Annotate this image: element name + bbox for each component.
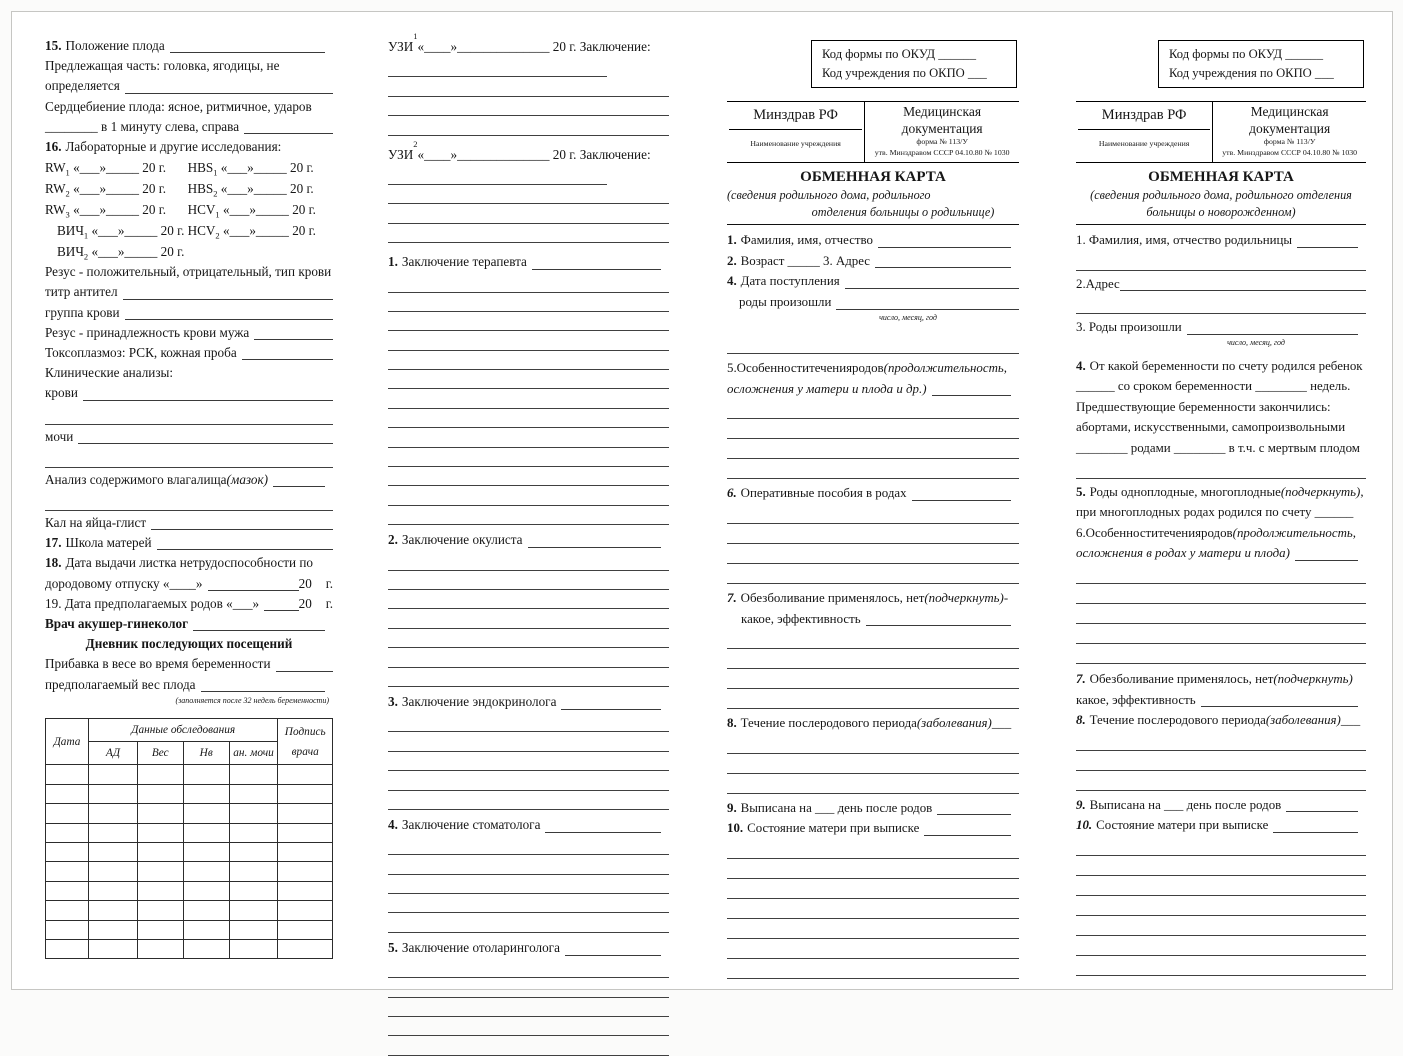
item-17: 17. Школа матерей (45, 533, 333, 553)
ruled-line (727, 334, 1019, 354)
lab-test-rw2: $RW_2$ «___»_____ 20 г. (45, 181, 166, 199)
blank-line (170, 36, 325, 53)
col-header-date: Дата (46, 719, 89, 765)
antibody-titer: титр антител (45, 282, 333, 302)
okud-okpo-box (811, 40, 1017, 88)
col-header-weight: Вес (137, 742, 183, 765)
item-3: 3. Роды произошли (1076, 317, 1366, 338)
item-1: 1. Фамилия, имя, отчество родильницы (1076, 230, 1366, 251)
blank-line (151, 513, 333, 530)
lab-test-vich2: $ВИЧ_2$ «___»_____ 20 г. (57, 244, 185, 262)
divider (1076, 224, 1366, 225)
blank-line (273, 470, 325, 487)
item-6-line1: 6.Особенноститеченияродов (продолжительность, (1076, 525, 1356, 540)
item-7-line1: 7. Обезболивание применялось, нет (подчеркнуть) - (727, 590, 1009, 605)
item-1: 1. Фамилия, имя, отчество (727, 230, 1019, 251)
item-5-line2: при многоплодных родах родился по счету ______ (1076, 505, 1354, 520)
heartbeat-line1: Сердцебиение плода: ясное, ритмичное, ударов (45, 98, 312, 114)
item-4-line5: ________ родами ________ в т.ч. с мертвым плодом (1076, 440, 1360, 455)
okpo-code-line: Код учреждения по ОКПО ___ (1169, 65, 1334, 80)
doctor-line: Врач акушер-гинеколог (45, 614, 333, 634)
date-format-note: число, месяц, год (879, 312, 937, 322)
heartbeat-line2: ________ в 1 минуту слева, справа (45, 117, 333, 137)
ruled-line (388, 204, 669, 223)
lab-test-rw3: $RW_3$ «___»_____ 20 г. (45, 202, 166, 220)
visits-table (45, 718, 333, 959)
item-8: 8. Течение послеродового периода (заболевания) ___ (1076, 713, 1361, 728)
item-15-number: 15. (45, 38, 62, 53)
item-4-line2: ______ со сроком беременности ________ недель. (1076, 379, 1351, 394)
ruled-line (1076, 459, 1366, 479)
uzi-1-line: УЗИ 1 «____»______________ 20 г. Заключение: (388, 31, 651, 54)
blank-line (242, 343, 333, 360)
presenting-part-line1: Предлежащая часть: головка, ягодицы, не (45, 58, 280, 74)
card-subtitle-line2: больницы о новорожденном) (1146, 204, 1296, 219)
blank-line (932, 379, 1012, 397)
approval-note: утв. Минздравом СССР 04.10.80 № 1030 (874, 147, 1010, 157)
blank-line (528, 529, 661, 548)
item-9: 9. Выписана на ___ день после родов (1076, 795, 1366, 816)
fetal-weight: предполагаемый вес плода (45, 675, 333, 695)
blank-line (276, 654, 334, 671)
form-number: форма № 113/У (1263, 137, 1316, 146)
divider (727, 224, 1019, 225)
blank-line (912, 483, 1011, 501)
husband-rhesus: Резус - принадлежность крови мужа (45, 323, 333, 343)
ruled-line (388, 224, 669, 243)
item-7-line2: какое, эффективность (727, 609, 1019, 630)
blank-line (193, 614, 325, 631)
table-row (46, 843, 333, 862)
rhesus-line: Резус - положительный, отрицательный, тип крови (45, 264, 332, 280)
stool-test: Кал на яйца-глист (45, 513, 333, 533)
ministry-header-table (1076, 101, 1366, 163)
ruled-line (45, 447, 333, 468)
ministry-cell (727, 102, 864, 162)
col-header-urine: ан. мочи (229, 742, 278, 765)
ruled-line (45, 490, 333, 511)
ruled-line (388, 97, 669, 116)
blank-line (1286, 795, 1358, 813)
approval-note: утв. Минздравом СССР 04.10.80 № 1030 (1222, 147, 1358, 157)
clinical-tests-label: Клинические анализы: (45, 365, 174, 381)
therapist-conclusion: 1. Заключение терапевта (388, 251, 669, 273)
lab-test-vich1: $ВИЧ_1$ «___»_____ 20 г. (57, 223, 185, 241)
blank-line (78, 427, 333, 444)
presenting-part-line2: определяется (45, 76, 333, 96)
item-2-3: 2. Возраст _____ 3. Адрес (727, 251, 1019, 272)
card-title-mother: ОБМЕННАЯ КАРТА (800, 169, 946, 186)
item-15-label: Положение плода (65, 38, 165, 53)
ruled-line (388, 166, 607, 185)
lab-test-rw1: $RW_1$ «___»_____ 20 г. (45, 160, 166, 178)
blank-line (1201, 690, 1358, 708)
item-8: 8. Течение послеродового периода (заболевания) ___ (727, 716, 1012, 731)
blank-line (1273, 815, 1358, 833)
item-19: 19. Дата предполагаемых родов «___» 20 г. (45, 595, 333, 611)
table-row (46, 920, 333, 939)
blank-line (836, 292, 1019, 310)
blank-line (875, 251, 1011, 269)
form-number: форма № 113/У (916, 137, 968, 146)
item-5-line1: 5.Особенноститеченияродов (продолжительность, (727, 361, 1007, 376)
blank-line (201, 675, 325, 692)
ruled-line (45, 404, 333, 425)
blank-line (157, 533, 333, 550)
column-antenatal (45, 36, 333, 959)
ruled-line (388, 58, 607, 77)
ministry-cell (1076, 102, 1212, 162)
ruled-line (1076, 294, 1366, 314)
lab-test-hbs2: $HBS_2$ «___»_____ 20 г. (187, 181, 314, 199)
institution-name-label: Наименование учреждения (1098, 138, 1190, 148)
item-5-line1: 5. Роды одноплодные, многоплодные (подчеркнуть) , (1076, 484, 1364, 499)
lab-test-hbs1: $HBS_1$ «___»_____ 20 г. (187, 160, 314, 178)
okud-code-line: Код формы по ОКУД ______ (1169, 47, 1323, 61)
birth-happened-line: роды произошли (727, 292, 1019, 313)
lab-test-hcv1: $HCV_1$ «___»_____ 20 г. (187, 202, 316, 220)
card-subtitle-line1: (сведения родильного дома, родильного (727, 188, 931, 203)
table-row (46, 804, 333, 823)
visits-diary-title: Дневник последующих посещений (85, 636, 293, 652)
column-specialist-conclusions (388, 31, 669, 1056)
col-header-signature: Подпись врача (278, 719, 333, 765)
blood-group: группа крови (45, 303, 333, 323)
item-4-line4: абортами, искусственными, самопроизвольными (1076, 420, 1346, 435)
blank-line (244, 117, 333, 134)
toxoplasmosis: Токсоплазмоз: РСК, кожная проба (45, 343, 333, 363)
ruled-line (388, 116, 669, 135)
ministry-header-table (727, 101, 1019, 163)
table-row (46, 901, 333, 920)
visits-table-body (46, 765, 333, 959)
urine-test: мочи (45, 427, 333, 447)
med-doc-cell: Медицинская документация форма № 113/У утв. Минздравом СССР 04.10.80 № 1030 (1212, 102, 1366, 162)
table-row (46, 881, 333, 900)
item-15 (45, 36, 333, 56)
table-row (46, 765, 333, 784)
blank-line (924, 818, 1011, 836)
blank-line (125, 76, 333, 93)
table-row (46, 823, 333, 842)
item-6-line2: осложнения в родах у матери и плода) (1076, 543, 1366, 564)
item-18-line1: 18. Дата выдачи листка нетрудоспособности по (45, 555, 314, 571)
item-2: 2.Адрес (1076, 274, 1366, 295)
uzi-2-line: УЗИ 2 «____»______________ 20 г. Заключение: (388, 138, 651, 162)
ruled-line (1076, 251, 1366, 271)
card-subtitle-line2: отделения больницы о родильнице) (811, 204, 995, 219)
okpo-code-line: Код учреждения по ОКПО ___ (822, 65, 987, 80)
card-title-newborn: ОБМЕННАЯ КАРТА (1148, 169, 1294, 186)
item-5-line2: осложнения у матери и плода и др.) (727, 379, 1019, 400)
item-7-line2: какое, эффективность (1076, 690, 1366, 711)
dentist-conclusion: 4. Заключение стоматолога (388, 814, 669, 836)
med-doc-cell: Медицинская документация форма № 113/У утв. Минздравом СССР 04.10.80 № 1030 (864, 102, 1019, 162)
item-7-line1: 7. Обезболивание применялось, нет (подчеркнуть) (1076, 671, 1353, 686)
item-4-line1: 4. От какой беременности по счету родился ребенок (1076, 358, 1363, 373)
vaginal-smear: Анализ содержимого влагалища (мазок) (45, 470, 333, 490)
item-18-line2: дородовому отпуску «____» 20 г. (45, 575, 333, 591)
col-header-bp: АД (89, 742, 138, 765)
lab-test-hcv2: $HCV_2$ «___»_____ 20 г. (187, 223, 316, 241)
blank-line (532, 251, 661, 270)
item-9: 9. Выписана на ___ день после родов (727, 798, 1019, 819)
endocrinologist-conclusion: 3. Заключение эндокринолога (388, 691, 669, 713)
ministry-name: Минздрав РФ (1078, 105, 1210, 130)
date-format-note: число, месяц, год (1227, 337, 1285, 347)
blank-line (937, 798, 1011, 816)
blank-line (264, 594, 298, 611)
blank-line (1120, 274, 1366, 292)
table-row (46, 862, 333, 881)
blank-line (845, 271, 1019, 289)
blank-line (125, 303, 333, 320)
oculist-conclusion: 2. Заключение окулиста (388, 529, 669, 551)
blood-test: крови (45, 383, 333, 403)
ruled-line (388, 77, 669, 96)
blank-line (878, 230, 1011, 248)
ruled-line (388, 185, 669, 204)
blank-line (1297, 230, 1358, 248)
item-16: 16. Лабораторные и другие исследования: (45, 139, 282, 155)
blank-line (866, 609, 1011, 627)
blank-line (254, 323, 333, 340)
blank-line (83, 383, 333, 400)
item-4-line3: Предшествующие беременности закончились: (1076, 399, 1331, 414)
after-32-weeks-note: (заполняется после 32 недель беременности) (175, 695, 329, 705)
column-card-newborn (1076, 40, 1366, 976)
okud-code-line: Код формы по ОКУД ______ (822, 47, 976, 61)
card-subtitle-line1: (сведения родильного дома, родильного отделения (1090, 188, 1352, 203)
blank-line (565, 937, 661, 956)
col-header-hb: Нв (183, 742, 229, 765)
column-card-mother (727, 40, 1019, 979)
institution-name-label: Наименование учреждения (750, 138, 841, 148)
item-6: 6. Оперативные пособия в родах (727, 483, 1019, 504)
blank-line (545, 814, 661, 833)
item-4: 4. Дата поступления (727, 271, 1019, 292)
item-10: 10. Состояние матери при выписке (727, 818, 1019, 839)
lab-tests-grid (45, 157, 333, 262)
weight-gain: Прибавка в весе во время беременности (45, 654, 333, 674)
okud-okpo-box (1158, 40, 1364, 88)
blank-line (123, 282, 333, 299)
item-10: 10. Состояние матери при выписке (1076, 815, 1366, 836)
col-header-exam-data: Данные обследования (89, 719, 278, 742)
otolaryngologist-conclusion: 5. Заключение отоларинголога (388, 937, 669, 959)
table-row (46, 940, 333, 959)
table-row (46, 784, 333, 803)
blank-line (208, 574, 299, 591)
blank-line (561, 691, 661, 710)
blank-line (1295, 543, 1358, 561)
ministry-name: Минздрав РФ (729, 105, 862, 130)
